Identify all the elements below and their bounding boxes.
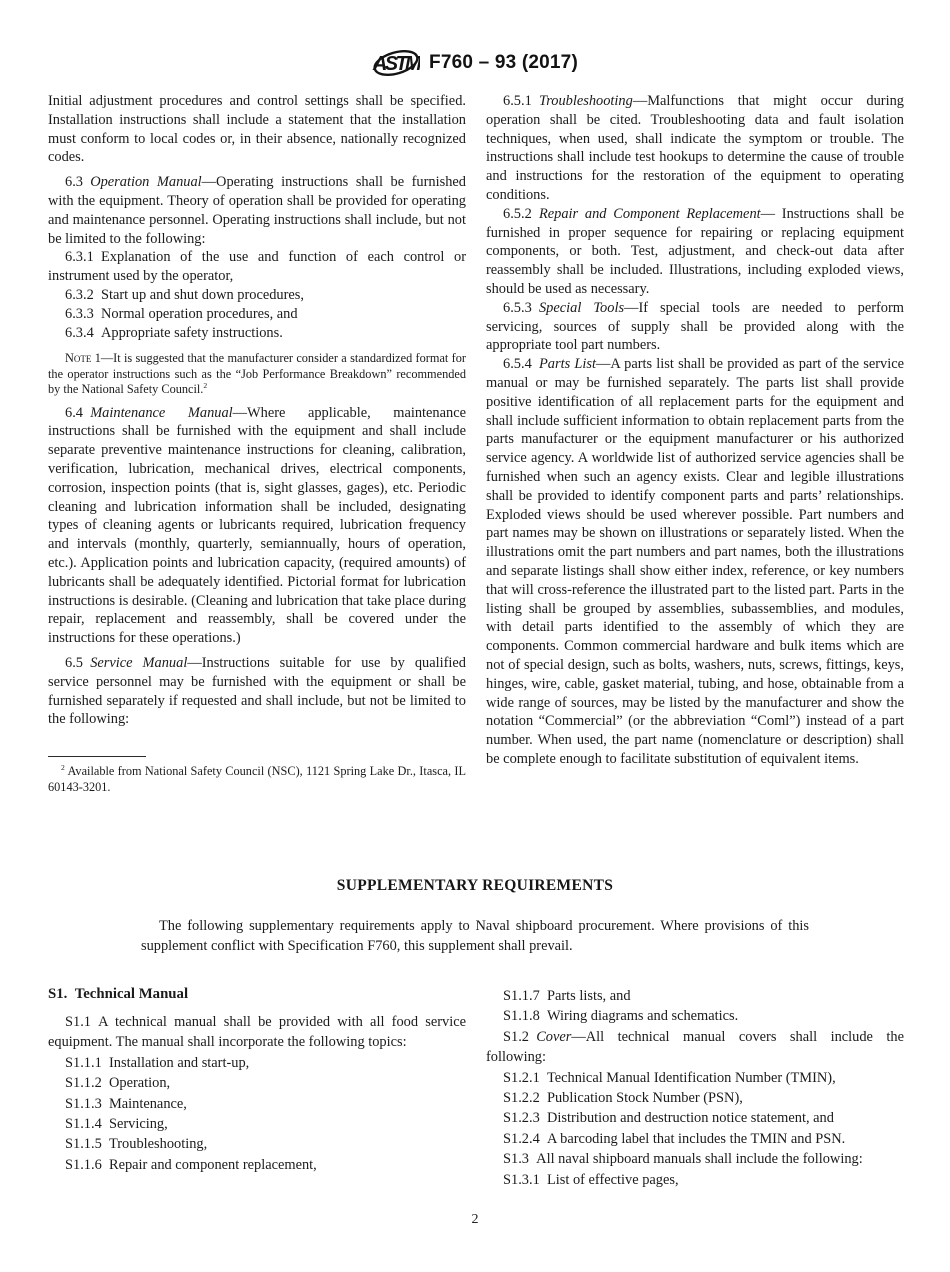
heading-s1: S1. Technical Manual — [48, 986, 189, 1002]
supplementary-left-column — [48, 986, 466, 1190]
para-6-2-continued: Initial adjustment procedures and control settings shall be specified. Installation instructions shall include a statement that the installation must conform to local codes or, in their absence, nationally recognized codes. — [48, 93, 466, 166]
para-6-3-1: 6.3.1 Explanation of the use and function of each control or instrument used by the operator, — [48, 249, 466, 285]
para-6-5: 6.5 Service Manual—Instructions suitable for use by qualified service personnel may be furnished with the equipment or shall be furnished separately if requested and shall include, but not be limited to the following: — [48, 654, 466, 728]
para-s1-2-2: S1.2.2 Publication Stock Number (PSN), — [503, 1090, 743, 1107]
note-1: Note 1—It is suggested that the manufacturer consider a standardized format for the operator instructions such as the “Job Performance Breakdown” recommended by the National Safety Council.$^2$ — [48, 351, 466, 397]
svg-text:ASTM: ASTM — [372, 53, 420, 75]
para-s1-1-1: S1.1.1 Installation and start-up, — [65, 1054, 250, 1071]
para-s1-2: S1.2 Cover—All technical manual covers shall include the following: — [486, 1028, 904, 1066]
supplementary-requirements-heading: SUPPLEMENTARY REQUIREMENTS — [336, 877, 614, 894]
para-6-3-3: 6.3.3 Normal operation procedures, and — [65, 305, 298, 322]
footnote-rule — [48, 756, 146, 757]
standard-designation: F760 – 93 (2017) — [429, 52, 578, 73]
para-6-5-1: 6.5.1 Troubleshooting—Malfunctions that might occur during operation shall be cited. Troubleshooting data and fault isolation techniques, when used, shall indicate the symptom or trouble. The instructions shall include test hookups to determine the cause of trouble and instructions for the restoration of the equipment to operating conditions. — [486, 93, 904, 203]
para-s1-1: S1.1 A technical manual shall be provided with all food service equipment. The manual shall incorporate the following topics: — [48, 1014, 466, 1051]
para-6-5-3: 6.5.3 Special Tools—If special tools are needed to perform servicing, sources of supply shall be provided along with the appropriate tool part numbers. — [486, 299, 904, 354]
footnote-2: $^2$ Available from National Safety Council (NSC), 1121 Spring Lake Dr., Itasca, IL 60143-3201. — [48, 763, 466, 794]
astm-logo-icon — [372, 44, 420, 82]
para-s1-2-3: S1.2.3 Distribution and destruction notice statement, and — [503, 1110, 834, 1127]
para-s1-1-3: S1.1.3 Maintenance, — [65, 1095, 187, 1112]
para-6-5-4: 6.5.4 Parts List—A parts list shall be provided as part of the service manual or may be furnished separately. The parts list shall provide positive identification of all replacement parts for the equipment and shall include sufficient information to obtain replacement parts from the parts manufacturer or the equipment manufacturer or his authorized service agency. A worldwide list of authorized service agencies shall be furnished when such an agency exists. Clear and legible illustrations shall be provided to identify component parts and parts’ relationships. Exploded views should be used wherever possible. Part numbers and part names may be shown on illustrations or separately listed. When the illustrations omit the part numbers and part names, both the illustrations and separate listings shall show either index, reference, or key numbers that will cross-reference the illustrated part to the listed part. Parts in the listing shall be grouped by assemblies, subassemblies, and modules, with detail parts identified to the assembly of which they are components. Common commercial hardware and bulk items which are not of special design, such as bolts, washers, nuts, screws, fittings, keys, hinges, wire, cable, gasket material, tubing, and hose, obtainable from a wide range of sources, may be listed by the manufacturer and show the notation “Commercial” (or the abbreviation “Coml”) instead of a part number. When used, the part name (nomenclature or description) shall be complete enough to facilitate substitution of equivalent items. — [486, 356, 904, 767]
supplementary-intro-paragraph: The following supplementary requirements apply to Naval shipboard procurement. Where provisions of this supplement conflict with Specification F760, this supplement shall prevail. — [141, 918, 809, 954]
para-s1-1-4: S1.1.4 Servicing, — [65, 1116, 168, 1133]
page-header — [0, 44, 950, 82]
page-number: 2 — [471, 1212, 479, 1227]
para-s1-1-8: S1.1.8 Wiring diagrams and schematics. — [503, 1008, 739, 1025]
supplementary-right-column — [486, 986, 904, 1190]
supplementary-two-columns — [48, 986, 904, 1190]
section-6-right-column — [486, 92, 904, 795]
para-6-3-2: 6.3.2 Start up and shut down procedures, — [65, 286, 305, 303]
para-6-3: 6.3 Operation Manual—Operating instructions shall be furnished with the equipment. Theory of operation shall be provided for operating and maintenance personnel. Operating instructions shall include, but not be limited to the following: — [48, 174, 466, 247]
para-s1-1-5: S1.1.5 Troubleshooting, — [65, 1136, 208, 1153]
section-6-two-columns — [48, 92, 904, 795]
page-footer — [0, 1212, 950, 1228]
para-s1-3: S1.3 All naval shipboard manuals shall include the following: — [503, 1151, 863, 1168]
para-s1-1-2: S1.1.2 Operation, — [65, 1075, 171, 1092]
para-s1-1-6: S1.1.6 Repair and component replacement, — [65, 1156, 317, 1173]
para-s1-2-4: S1.2.4 A barcoding label that includes the TMIN and PSN. — [503, 1130, 846, 1147]
para-s1-2-1: S1.2.1 Technical Manual Identification Number (TMIN), — [503, 1069, 836, 1086]
para-s1-3-1: S1.3.1 List of effective pages, — [503, 1171, 679, 1188]
para-6-5-2: 6.5.2 Repair and Component Replacement— Instructions shall be furnished in proper sequence for repairing or replacing equipment components, or both. Test, adjustment, and check-out data after reassembly shall be included. Illustrations, including exploded views, should be used as necessary. — [486, 205, 904, 297]
section-6-left-column — [48, 92, 466, 795]
para-6-3-4: 6.3.4 Appropriate safety instructions. — [65, 324, 283, 341]
para-6-4: 6.4 Maintenance Manual—Where applicable, maintenance instructions shall be furnished with the equipment and shall include separate preventive maintenance instructions for cleaning, calibration, verification, lubrication, mechanical drives, electrical components, corrosion, inspection points (that is, sight glasses, gages), etc. Periodic cleaning and lubrication information shall be included, designating types of cleaning agents or lubricants required, lubrication frequency and intervals (monthly, quarterly, semiannually, hours of operation, etc.). Application points and lubrication capacity, (required amounts) of lubricants shall be adequately identified. Pictorial format for lubrication instructions is desirable. (Cleaning and lubrication that take place during repair, replacement and reassembly, shall be covered under the instructions for these operations.) — [48, 404, 467, 647]
para-s1-1-7: S1.1.7 Parts lists, and — [503, 988, 631, 1004]
